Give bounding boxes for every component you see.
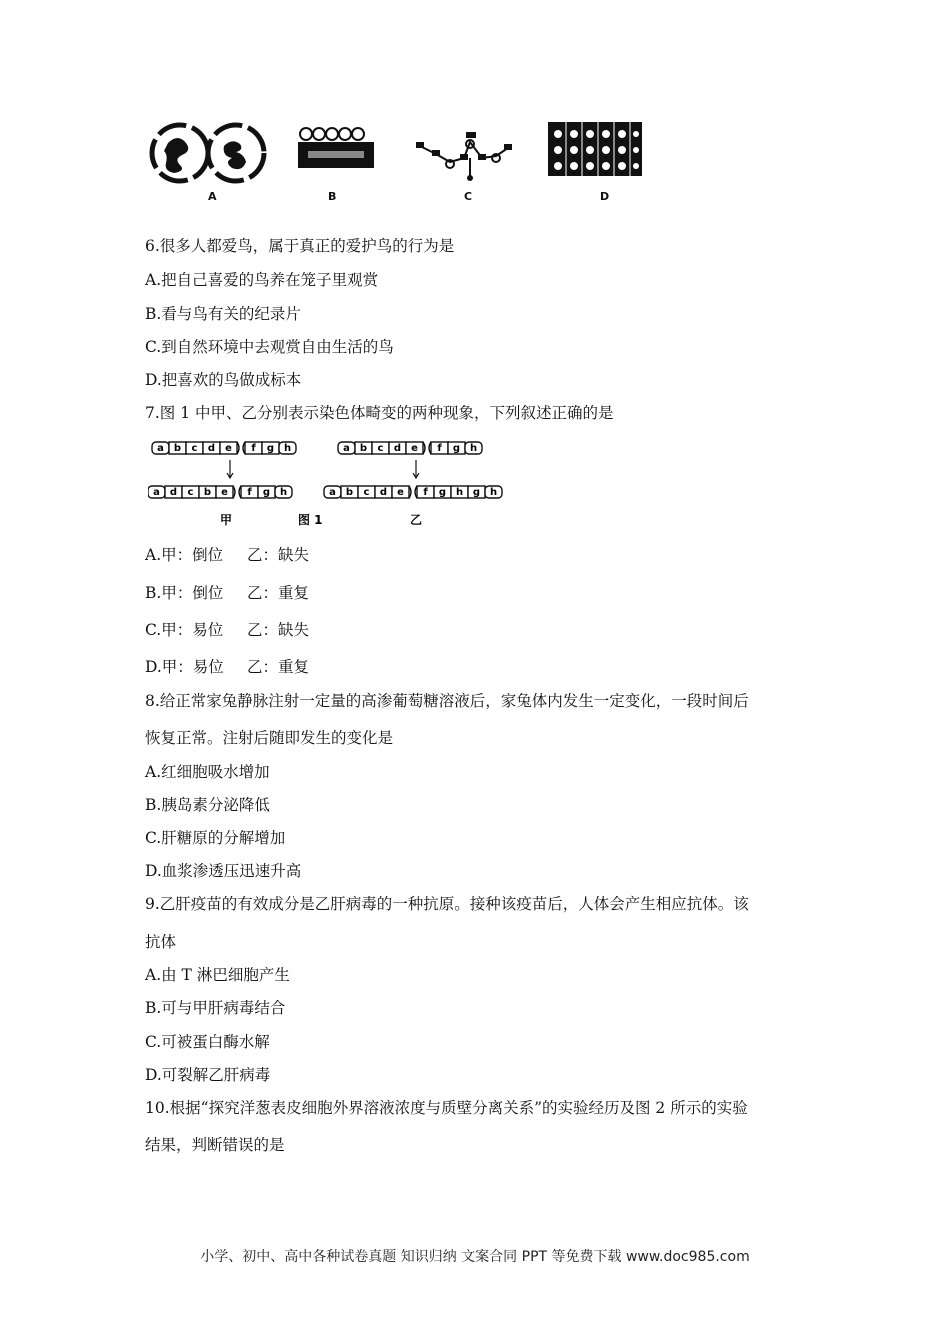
yi-original-chromosome (338, 442, 482, 454)
q7-option-c-jia: C.甲：易位 (145, 621, 224, 639)
yi-mutated-chromosome (324, 486, 502, 498)
figure-label-b: B (328, 190, 337, 203)
q6-option-a: A.把自己喜爱的鸟养在笼子里观赏 (145, 271, 379, 289)
q10-stem-line2: 结果，判断错误的是 (145, 1136, 285, 1154)
gene-label: d (393, 443, 402, 454)
q9-option-b: B.可与甲肝病毒结合 (145, 999, 286, 1017)
q7-option-d-jia: D.甲：易位 (145, 658, 224, 676)
label-figure-1: 图 1 (298, 513, 323, 527)
figure-label-c: C (464, 190, 473, 203)
q7-option-a (145, 543, 309, 565)
gene-label: c (363, 487, 370, 498)
q8-option-c: C.肝糖原的分解增加 (145, 829, 286, 847)
q7-option-d (145, 655, 309, 677)
q7-option-b-jia: B.甲：倒位 (145, 584, 224, 602)
q8-option-d: D.血浆渗透压迅速升高 (145, 862, 302, 880)
yi-arrow (413, 460, 419, 478)
gene-label: a (153, 487, 160, 498)
centromere (423, 442, 431, 454)
gene-label: g (472, 487, 481, 498)
figure-c (412, 118, 522, 188)
gene-label: c (377, 443, 384, 454)
gene-label: h (469, 443, 478, 454)
jia-original-chromosome (152, 442, 296, 454)
q9-stem-line2: 抗体 (145, 933, 177, 951)
gene-label: a (157, 443, 164, 454)
q6-option-c: C.到自然环境中去观赏自由生活的鸟 (145, 338, 394, 356)
q8-option-b: B.胰岛素分泌降低 (145, 796, 270, 814)
gene-label: e (225, 443, 232, 454)
q9-option-a: A.由 T 淋巴细胞产生 (145, 966, 290, 984)
gene-label: h (489, 487, 498, 498)
gene-label: h (279, 487, 288, 498)
label-yi: 乙 (410, 513, 423, 527)
gene-label: g (452, 443, 461, 454)
gene-label: f (423, 487, 428, 498)
figure-label-a: A (208, 190, 217, 203)
gene-label: g (438, 487, 447, 498)
figure-d (546, 118, 646, 188)
q7-option-a-jia: A.甲：倒位 (145, 546, 224, 564)
gene-label: f (247, 487, 252, 498)
gene-label: e (221, 487, 228, 498)
label-jia: 甲 (220, 513, 233, 527)
q8-stem-line2: 恢复正常。注射后随即发生的变化是 (145, 729, 394, 747)
gene-label: h (455, 487, 464, 498)
jia-mutated-chromosome (148, 486, 292, 498)
gene-label: e (411, 443, 418, 454)
gene-label: b (173, 443, 182, 454)
gene-label: b (203, 487, 212, 498)
gene-label: f (251, 443, 256, 454)
gene-label: d (379, 487, 388, 498)
gene-label: c (191, 443, 198, 454)
q7-option-d-yi: 乙：重复 (247, 658, 310, 676)
figure-a (148, 118, 268, 188)
q7-option-c (145, 618, 309, 640)
q9-option-c: C.可被蛋白酶水解 (145, 1033, 270, 1051)
q9-option-d: D.可裂解乙肝病毒 (145, 1066, 271, 1084)
gene-label: d (207, 443, 216, 454)
gene-label: c (187, 487, 194, 498)
figure-abcd (142, 118, 682, 214)
q9-stem-line1: 9.乙肝疫苗的有效成分是乙肝病毒的一种抗原。接种该疫苗后，人体会产生相应抗体。该 (145, 895, 749, 913)
q6-stem: 6.很多人都爱鸟，属于真正的爱护鸟的行为是 (145, 237, 455, 255)
q6-option-b: B.看与鸟有关的纪录片 (145, 305, 301, 323)
q7-stem: 7.图 1 中甲、乙分别表示染色体畸变的两种现象，下列叙述正确的是 (145, 404, 614, 422)
centromere (233, 486, 241, 498)
q7-option-a-yi: 乙：缺失 (247, 546, 310, 564)
figure-label-d: D (600, 190, 610, 203)
centromere (237, 442, 245, 454)
jia-arrow (227, 460, 233, 478)
q10-stem-line1: 10.根据“探究洋葱表皮细胞外界溶液浓度与质壁分离关系”的实验经历及图 2 所示的实验 (145, 1099, 748, 1117)
page-footer: 小学、初中、高中各种试卷真题 知识归纳 文案合同 PPT 等免费下载 www.doc985.com (200, 1249, 750, 1265)
q7-option-b-yi: 乙：重复 (247, 584, 310, 602)
figure-b (292, 118, 382, 188)
gene-label: g (262, 487, 271, 498)
q7-option-c-yi: 乙：缺失 (247, 621, 310, 639)
gene-label: b (359, 443, 368, 454)
q7-option-b (145, 581, 309, 603)
gene-label: a (343, 443, 350, 454)
gene-label: a (329, 487, 336, 498)
gene-label: f (437, 443, 442, 454)
gene-label: b (345, 487, 354, 498)
q6-option-d: D.把喜欢的鸟做成标本 (145, 371, 302, 389)
q8-stem-line1: 8.给正常家兔静脉注射一定量的高渗葡萄糖溶液后，家兔体内发生一定变化，一段时间后 (145, 692, 749, 710)
gene-label: d (169, 487, 178, 498)
centromere (409, 486, 417, 498)
q8-option-a: A.红细胞吸水增加 (145, 763, 270, 781)
chromosome-figure (148, 438, 518, 530)
gene-label: h (283, 443, 292, 454)
gene-label: g (266, 443, 275, 454)
gene-label: e (397, 487, 404, 498)
